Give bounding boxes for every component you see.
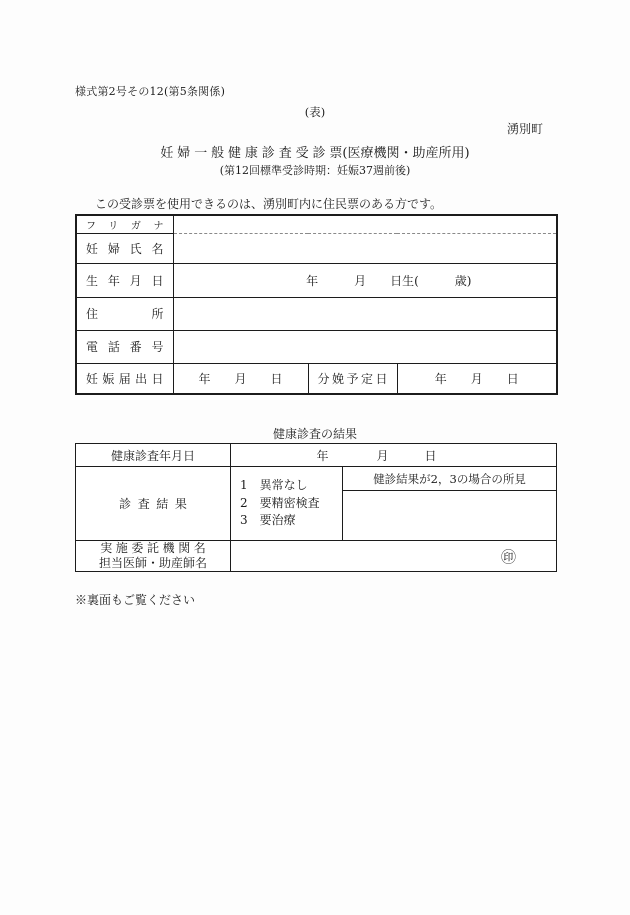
address-label-cell [76, 297, 173, 330]
birthdate-label-cell [76, 263, 173, 297]
notification-date-value-cell: 年 月 日 [173, 363, 308, 394]
due-date-value-cell: 年 月 日 [434, 371, 519, 386]
exam-result-label-cell [76, 467, 231, 541]
provider-signature-cell [231, 541, 557, 572]
furigana-value-cell [173, 215, 557, 233]
address-value-cell [173, 297, 557, 330]
due-date-label-cell [308, 363, 397, 394]
phone-value-cell [173, 330, 557, 363]
furigana-label: フリガナ [86, 220, 164, 232]
result-table-caption: 健康診査の結果 [272, 427, 357, 441]
back-side-footnote: ※裏面もご覧ください [75, 593, 196, 607]
exam-date-value-cell: 年 月 日 [231, 444, 557, 467]
result-option-normal: 1 異常なし [240, 478, 308, 493]
findings-header-cell: 健診結果が2，3の場合の所見 [343, 467, 557, 491]
phone-label: 電話番号 [86, 340, 164, 354]
provider-label-cell [76, 541, 231, 572]
result-option-detailed-exam: 2 要精密検査 [240, 495, 320, 510]
document-subtitle: (第12回標準受診時期：妊娠37週前後) [219, 164, 411, 177]
notification-date-label: 妊娠届出日 [86, 371, 164, 386]
table-row [76, 467, 557, 491]
table-row [76, 215, 557, 233]
document-title-suffix: (医療機関・助産所用) [342, 146, 470, 161]
eligibility-notice: この受診票を使用できるのは、湧別町内に住民票のある方です。 [95, 197, 443, 211]
due-date-label: 分娩予定日 [317, 371, 388, 386]
address-label: 住 所 [86, 307, 164, 321]
exam-date-label-cell: 健康診査年月日 [76, 444, 231, 467]
table-row [76, 330, 557, 363]
table-row [76, 297, 557, 330]
table-row [76, 444, 557, 467]
notification-date-label-cell [76, 363, 173, 394]
birthdate-value-cell: 年 月 日生( 歳) [173, 263, 557, 297]
document-title-main: 妊婦一般健康診査受診票 [160, 146, 347, 161]
table-row [76, 363, 557, 394]
document-title [0, 142, 630, 161]
phone-label-cell [76, 330, 173, 363]
mother-name-label: 妊婦氏名 [86, 241, 164, 256]
furigana-label-cell [76, 215, 173, 233]
exam-result-label: 診査結果 [119, 497, 194, 511]
name-value-cell [173, 233, 557, 263]
table-row [76, 233, 557, 263]
provider-doctor-label: 担当医師・助産師名 [98, 556, 207, 570]
form-number: 様式第2号その12(第5条関係) [75, 85, 226, 98]
table-row [76, 541, 557, 572]
front-side-label: (表) [304, 105, 326, 119]
result-option-treatment: 3 要治療 [240, 513, 296, 528]
provider-org-label: 実施委託機関名 [100, 541, 210, 555]
findings-body-cell [343, 491, 557, 541]
seal-mark-icon: ㊞ [501, 547, 517, 566]
exam-result-table [75, 443, 557, 572]
applicant-info-table [75, 214, 558, 395]
table-row [76, 263, 557, 297]
birthdate-label: 生年月日 [86, 273, 164, 288]
exam-result-options-cell [231, 467, 343, 541]
municipality-name: 湧別町 [506, 122, 543, 136]
name-label-cell [76, 233, 173, 263]
